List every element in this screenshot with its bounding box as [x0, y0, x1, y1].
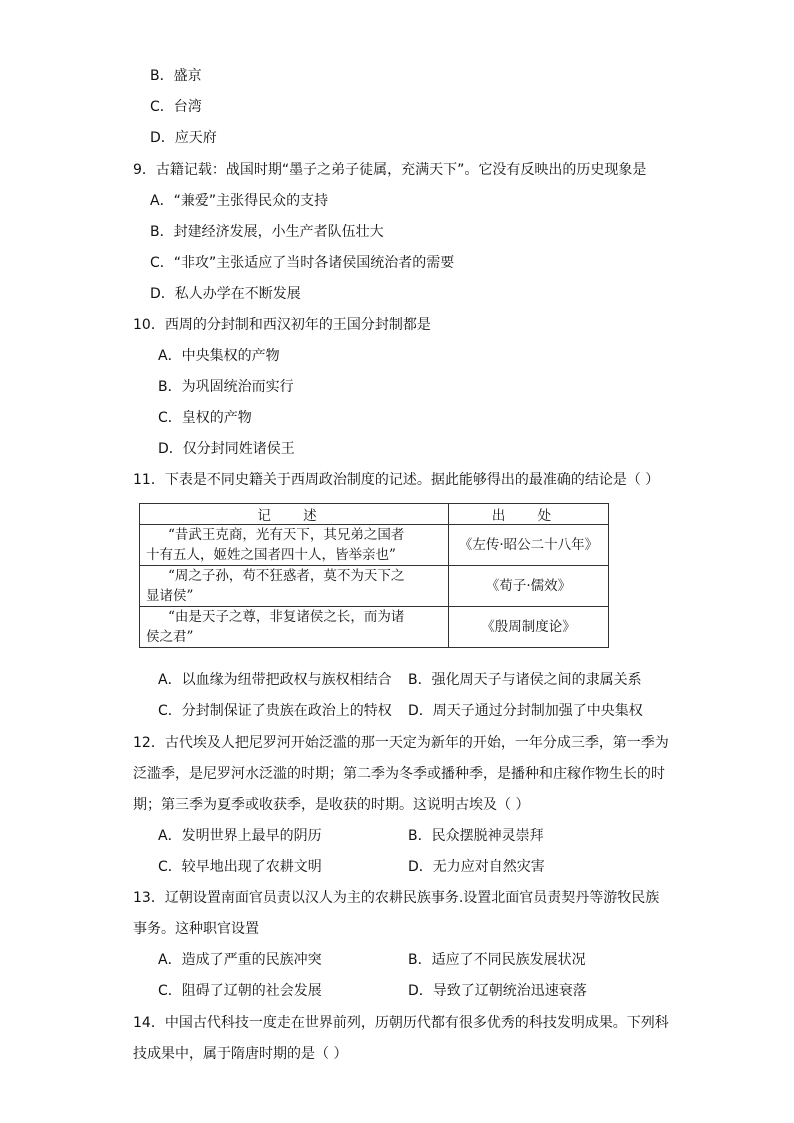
table-row — [140, 525, 609, 566]
record-line-1: “昔武王克商，光有天下，其兄弟之国者 — [168, 527, 405, 543]
q10-option-b[interactable]: B．为巩固统治而实行 — [158, 379, 294, 395]
q12-stem-line-2: 泛滥季，是尼罗河水泛滥的时期；第二季为冬季或播种季，是播种和庄稼作物生长的时 — [133, 766, 665, 782]
record-line-1: “周之子孙，苟不狂惑者，莫不为天下之 — [168, 568, 405, 584]
q13-option-a[interactable]: A．造成了严重的民族冲突 — [158, 952, 322, 968]
record-line-2: 显诸侯” — [146, 588, 194, 604]
table-cell-source: 《左传·昭公二十八年》 — [449, 525, 609, 566]
table-cell-record — [140, 566, 449, 607]
q11-option-d[interactable]: D．周天子通过分封制加强了中央集权 — [408, 703, 643, 719]
table-header-source: 出 处 — [449, 504, 609, 525]
q9-option-b[interactable]: B．封建经济发展，小生产者队伍壮大 — [150, 224, 384, 240]
q11-option-a[interactable]: A．以血缘为纽带把政权与族权相结合 — [158, 672, 392, 688]
table-row — [140, 607, 609, 648]
q9-option-d[interactable]: D．私人办学在不断发展 — [150, 286, 301, 302]
q8-option-d[interactable]: D．应天府 — [150, 130, 217, 146]
q11-stem: 11．下表是不同史籍关于西周政治制度的记述。据此能够得出的最准确的结论是（ ） — [133, 472, 660, 488]
record-line-2: 侯之君” — [146, 629, 194, 645]
q8-option-b[interactable]: B．盛京 — [150, 68, 202, 84]
q14-stem-line-1: 14．中国古代科技一度走在世界前列，历朝历代都有很多优秀的科技发明成果。下列科 — [133, 1015, 669, 1031]
q10-option-a[interactable]: A．中央集权的产物 — [158, 348, 280, 364]
q13-stem-line-1: 13．辽朝设置南面官员责以汉人为主的农耕民族事务.设置北面官员责契丹等游牧民族 — [133, 890, 660, 906]
q12-stem-line-1: 12．古代埃及人把尼罗河开始泛滥的那一天定为新年的开始，一年分成三季，第一季为 — [133, 735, 669, 751]
q11-option-c[interactable]: C．分封制保证了贵族在政治上的特权 — [158, 703, 392, 719]
table-header-record: 记 述 — [140, 504, 449, 525]
q12-option-b[interactable]: B．民众摆脱神灵崇拜 — [408, 828, 544, 844]
q9-option-c[interactable]: C．“非攻”主张适应了当时各诸侯国统治者的需要 — [150, 255, 455, 271]
table-row — [140, 566, 609, 607]
table-cell-source: 《荀子·儒效》 — [449, 566, 609, 607]
q9-option-a[interactable]: A．“兼爱”主张得民众的支持 — [150, 193, 329, 209]
q13-option-b[interactable]: B．适应了不同民族发展状况 — [408, 952, 586, 968]
table-cell-record — [140, 525, 449, 566]
q8-option-c[interactable]: C．台湾 — [150, 99, 202, 115]
q12-option-c[interactable]: C．较早地出现了农耕文明 — [158, 859, 322, 875]
q10-stem: 10．西周的分封制和西汉初年的王国分封制都是 — [133, 317, 431, 333]
table-cell-record — [140, 607, 449, 648]
q12-stem-line-3: 期；第三季为夏季或收获季，是收获的时期。这说明古埃及（ ） — [133, 797, 530, 813]
q14-stem-line-2: 技成果中，属于隋唐时期的是（ ） — [133, 1046, 348, 1062]
q13-option-c[interactable]: C．阻碍了辽朝的社会发展 — [158, 983, 322, 999]
q12-option-a[interactable]: A．发明世界上最早的阴历 — [158, 828, 322, 844]
q9-stem: 9．古籍记载：战国时期“墨子之弟子徒属，充满天下”。它没有反映出的历史现象是 — [133, 162, 647, 178]
record-line-1: “由是天子之尊，非复诸侯之长，而为诸 — [168, 609, 405, 625]
q10-option-c[interactable]: C．皇权的产物 — [158, 410, 252, 426]
table-cell-source: 《殷周制度论》 — [449, 607, 609, 648]
q11-source-table — [139, 503, 609, 648]
q13-stem-line-2: 事务。这种职官设置 — [133, 921, 259, 937]
q13-option-d[interactable]: D．导致了辽朝统治迅速衰落 — [408, 983, 587, 999]
record-line-2: 十有五人，姬姓之国者四十人，皆举亲也” — [146, 547, 396, 563]
q10-option-d[interactable]: D．仅分封同姓诸侯王 — [158, 441, 295, 457]
q11-option-b[interactable]: B．强化周天子与诸侯之间的隶属关系 — [408, 672, 642, 688]
table-header-row — [140, 504, 609, 525]
q12-option-d[interactable]: D．无力应对自然灾害 — [408, 859, 545, 875]
